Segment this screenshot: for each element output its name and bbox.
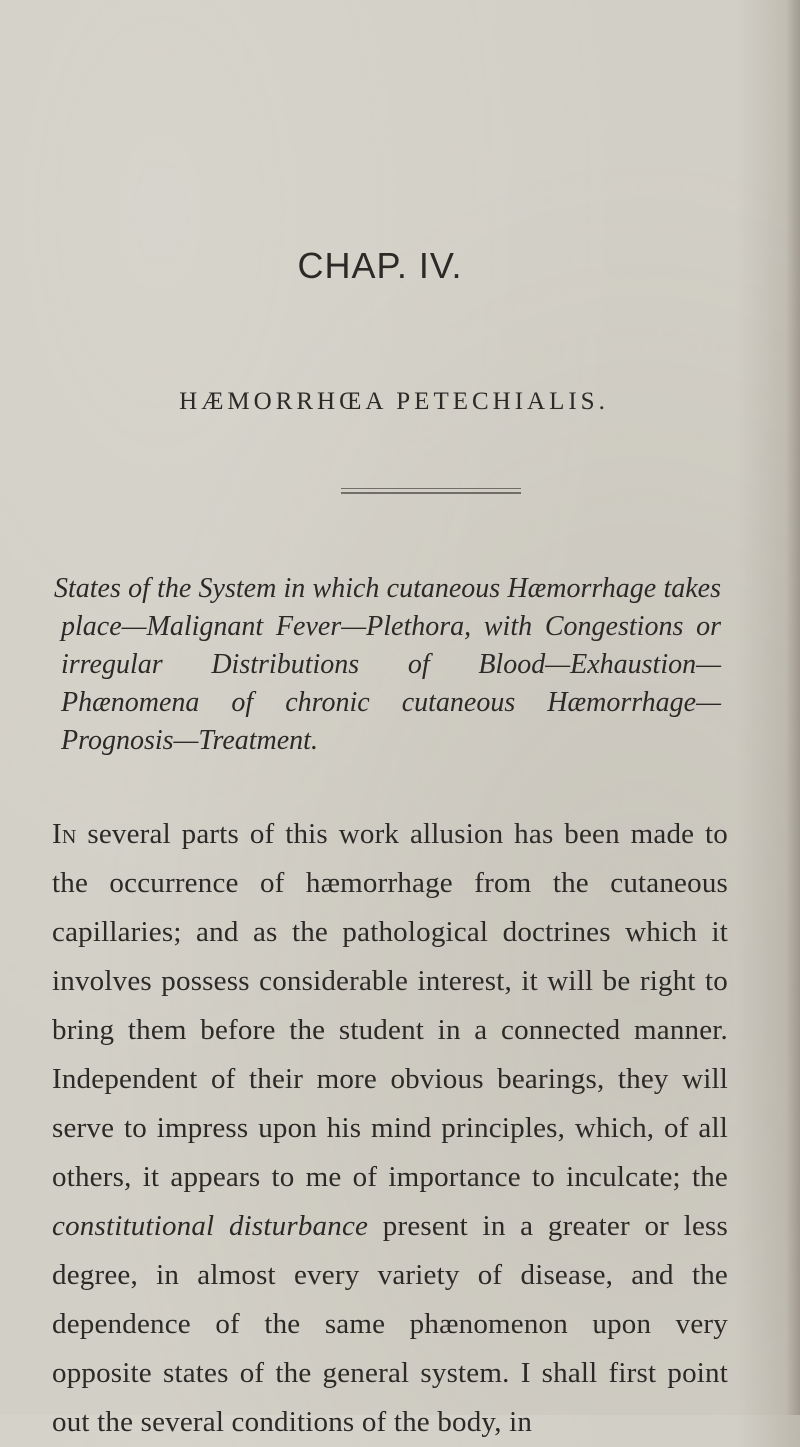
chapter-synopsis: States of the System in which cutaneous Hæmorrhage takes place—Malignant Fever—Plethora, with Congestions or irregular Distributions of Blood—Exhaustion—Phænomena of chronic cutaneous Hæmorrhage—Prognosis—Treatment. <box>54 573 721 756</box>
body-paragraph <box>52 810 728 1447</box>
body-text-italic: constitutional disturbance <box>52 1210 369 1242</box>
page-edge-shadow <box>786 0 800 1415</box>
body-text-part-1: several parts of this work allusion has been made to the occurrence of hæmorrhage from the cutaneous capillaries; and as the pathological doctrines which it involves possess considerable interest, it will be right to bring them before the student in a connected manner. Independent of their more obvious bearings, they will serve to impress upon his mind principles, which, of all others, it appears to me of importance to inculcate; the <box>52 818 728 1193</box>
lead-word: In <box>52 818 77 850</box>
body-text-part-2: present in a greater or less degree, in almost every variety of disease, and the dependence of the same phænomenon upon very opposite states of the general system. I shall first point out the several conditions of the body, in <box>52 1210 728 1438</box>
chapter-title: CHAP. IV. <box>297 245 463 286</box>
chapter-subtitle: HÆMORRHŒA PETECHIALIS. <box>179 388 609 415</box>
section-divider <box>341 488 521 494</box>
